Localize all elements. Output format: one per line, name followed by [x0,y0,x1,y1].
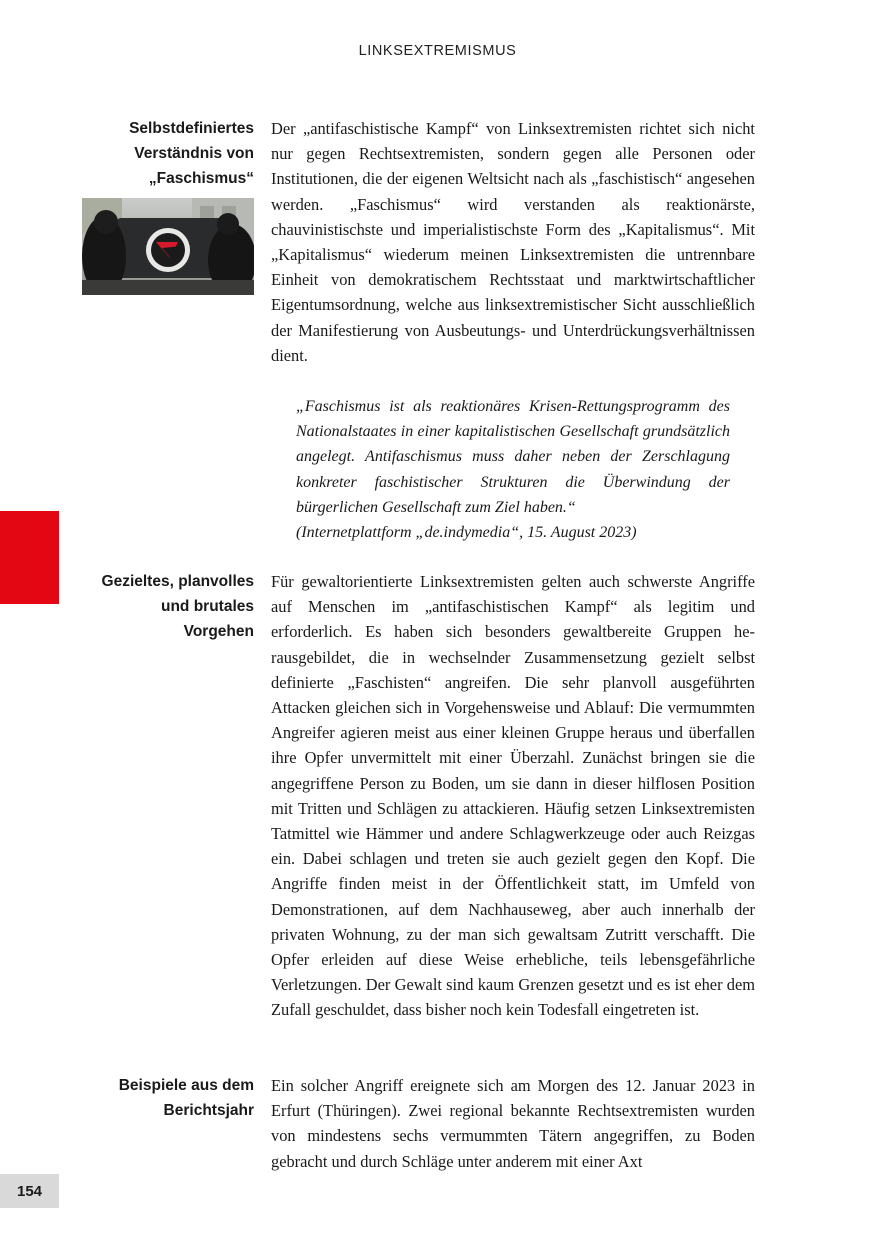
heading-line: Beispiele aus dem [118,1077,254,1094]
quote-text: „Faschismus ist als reaktionäres Krisen-Rettungsprogramm des Nationalstaates in einer kapitalistischen Gesellschaft grundsätzlich angelegt. Antifaschismus muss daher neben der Zerschlagung konkreter faschistischer Strukturen die Überwindung der bürgerlichen Gesellschaft zum Ziel haben.“ [296,398,730,516]
sidebar-heading-vorgehen [60,569,254,644]
paragraph-vorgehen: Für gewaltorientierte Linksextremisten gelten auch schwerste Angriffe auf Menschen im „antifaschistischen Kampf“ als legitim und erforderlich. Es haben sich besonders gewaltbereite Gruppen herausgebildet, die in wechselnder Zusammensetzung gezielt selbst definierte „Faschisten“ angreifen. Die sehr planvoll ausgeführten Attacken gleichen sich in Vorgehensweise und Ablauf: Die vermummten Angreifer agieren meist aus einer kleinen Gruppe heraus und überfallen ihre Opfer unvermittelt mit einer Überzahl. Zunächst bringen sie die angegriffene Person zu Boden, um sie dann in dieser hilflosen Position mit Tritten und Schlägen zu attackieren. Häufig setzen Linksextremisten Tatmittel wie Hämmer und andere Schlagwerkzeuge oder auch Reizgas ein. Dabei schlagen und treten sie auch gezielt gegen den Kopf. Die Angriffe finden meist in der Öffentlichkeit statt, im Umfeld von Demonstrationen, auf dem Nachhauseweg, aber auch innerhalb der privaten Wohnung, zu der man sich gewaltsam Zutritt verschafft. Die Opfer erleiden auf diese Weise erhebliche, teils lebensgefährliche Verletzungen. Der Gewalt sind kaum Grenzen gesetzt und es ist eher dem Zufall geschuldet, dass bisher noch kein Todesfall eingetreten ist. [271,572,755,1020]
sidebar-heading-beispiele [60,1073,254,1123]
antifa-flag-photo [82,198,254,295]
paragraph-beispiele: Ein solcher Angriff ereignete sich am Morgen des 12. Januar 2023 in Erfurt (Thüringen). Zwei regional bekannte Rechtsextremisten wurden von mindestens sechs vermummten Tätern angegriffen, zu Boden gebracht und durch Schläge unter anderem mit einer Axt [271,1076,755,1171]
blockquote [296,394,730,545]
heading-line: und brutales [160,598,254,615]
chapter-marker-tab [0,511,59,604]
heading-line: Gezieltes, planvolles [101,573,254,590]
running-header: LINKSEXTREMISMUS [358,43,517,59]
page-number: 154 [0,1174,59,1208]
heading-line: Verständnis von [134,145,254,162]
sidebar-heading-faschismus [60,116,254,191]
heading-line: Vorgehen [183,623,254,640]
paragraph-faschismus: Der „antifaschistische Kampf“ von Linksextremisten richtet sich nicht nur gegen Rechtsextremisten, sondern gegen alle Personen oder Institutionen, die der eigenen Weltsicht nach als „faschistisch“ angesehen werden. „Faschismus“ wird verstanden als reaktionärste, chauvinistischste und imperialistischste Form des „Kapitalismus“. Mit „Kapitalismus“ wiederum meinen Linksextremisten die untrennbare Einheit von demokratischem Rechtsstaat und marktwirtschaftlicher Eigentumsordnung, welche aus linksextremistischer Sicht ausschließlich der Manifestierung von Ausbeutungs- und Unterdrückungsverhältnissen dient. [271,119,755,365]
heading-line: „Faschismus“ [148,170,254,187]
heading-line: Selbstdefiniertes [129,120,254,137]
quote-source: (Internetplattform „de.indymedia“, 15. August 2023) [296,524,637,542]
heading-line: Berichtsjahr [163,1102,254,1119]
